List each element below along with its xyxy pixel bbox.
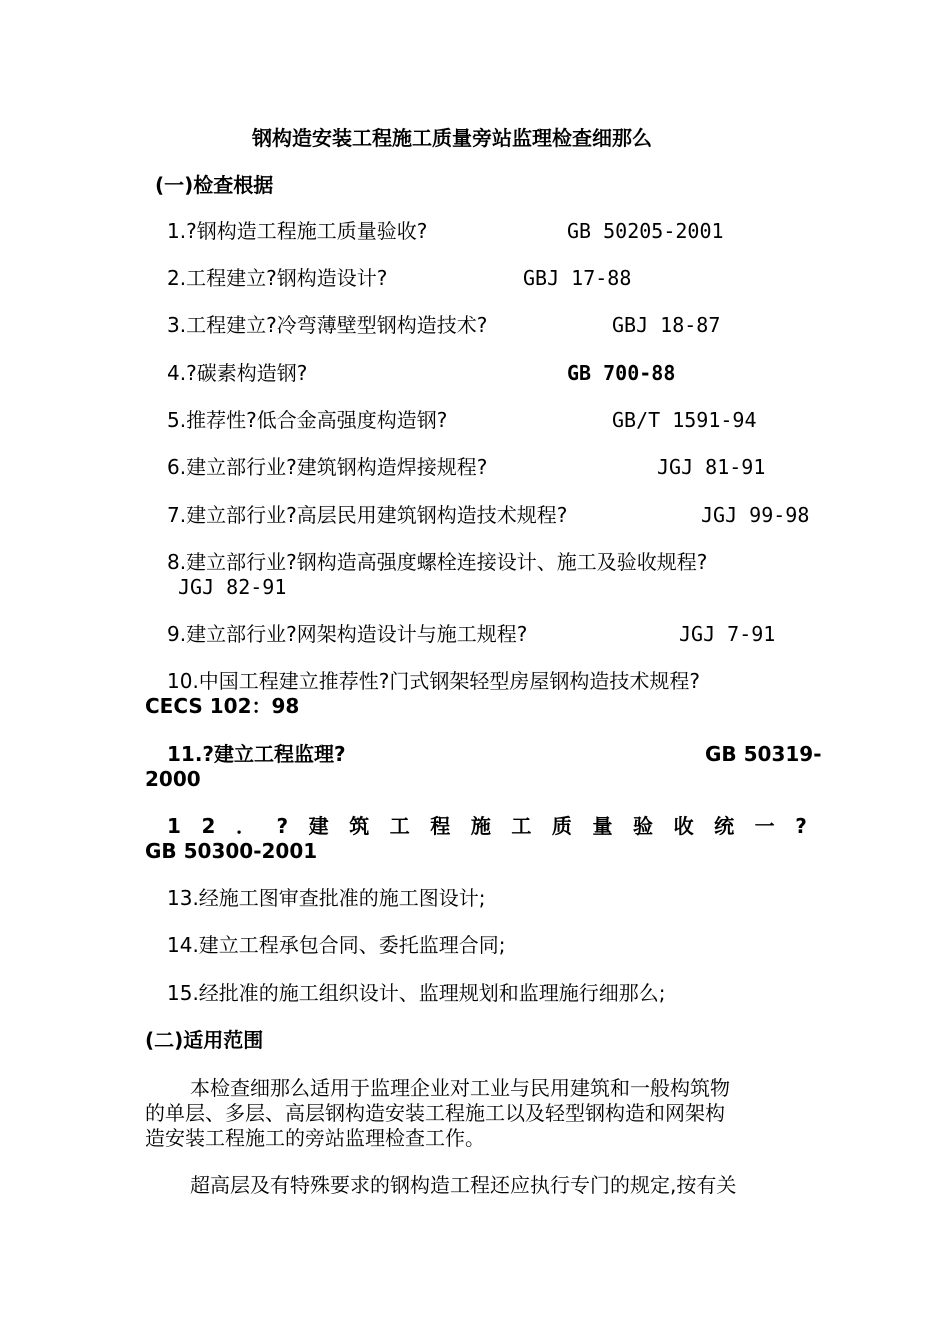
standard-code: JGJ 81-91 xyxy=(657,455,766,479)
standard-code: JGJ 82-91 xyxy=(178,575,287,599)
standard-code: GB/T 1591-94 xyxy=(612,408,757,432)
list-item: 10.中国工程建立推荐性?门式钢架轻型房屋钢构造技术规程? xyxy=(167,669,701,693)
list-item: 11.?建立工程监理? xyxy=(167,742,346,766)
list-item: 13.经施工图审查批准的施工图设计; xyxy=(167,886,486,910)
list-item: 14.建立工程承包合同、委托监理合同; xyxy=(167,933,506,957)
list-item: 5.推荐性?低合金高强度构造钢? xyxy=(167,408,448,432)
list-item-justified: 1 2 ． ? 建 筑 工 程 施 工 质 量 验 收 统 一 ? xyxy=(167,814,807,838)
standard-code: CECS 102：98 xyxy=(145,694,300,718)
list-item: 9.建立部行业?网架构造设计与施工规程? xyxy=(167,622,528,646)
standard-code: GB 50300-2001 xyxy=(145,839,318,863)
section-heading-scope: (二)适用范围 xyxy=(145,1028,264,1052)
standard-code: GB 50205-2001 xyxy=(567,219,724,243)
standard-code: GB 700-88 xyxy=(567,361,676,385)
list-item: 3.工程建立?冷弯薄壁型钢构造技术? xyxy=(167,313,488,337)
standard-code: GB 50319- xyxy=(705,742,822,766)
list-item: 4.?碳素构造钢? xyxy=(167,361,308,385)
paragraph-line: 造安装工程施工的旁站监理检查工作。 xyxy=(145,1126,485,1150)
list-item: 2.工程建立?钢构造设计? xyxy=(167,266,388,290)
section-heading-basis: (一)检查根据 xyxy=(155,173,274,197)
list-item: 8.建立部行业?钢构造高强度螺栓连接设计、施工及验收规程? xyxy=(167,550,708,574)
list-item: 1.?钢构造工程施工质量验收? xyxy=(167,219,428,243)
standard-code: GBJ 18-87 xyxy=(612,313,721,337)
list-item: 7.建立部行业?高层民用建筑钢构造技术规程? xyxy=(167,503,568,527)
paragraph-line: 本检查细那么适用于监理企业对工业与民用建筑和一般构筑物 xyxy=(190,1076,730,1100)
paragraph-line: 超高层及有特殊要求的钢构造工程还应执行专门的规定,按有关 xyxy=(190,1173,737,1197)
standard-code: JGJ 99-98 xyxy=(701,503,810,527)
page-title: 钢构造安装工程施工质量旁站监理检查细那么 xyxy=(252,126,652,150)
list-item: 15.经批准的施工组织设计、监理规划和监理施行细那么; xyxy=(167,981,666,1005)
standard-code: JGJ 7-91 xyxy=(679,622,776,646)
standard-code: GBJ 17-88 xyxy=(523,266,632,290)
paragraph-line: 的单层、多层、高层钢构造安装工程施工以及轻型钢构造和网架构 xyxy=(145,1101,725,1125)
standard-code-continued: 2000 xyxy=(145,767,201,791)
list-item: 6.建立部行业?建筑钢构造焊接规程? xyxy=(167,455,488,479)
